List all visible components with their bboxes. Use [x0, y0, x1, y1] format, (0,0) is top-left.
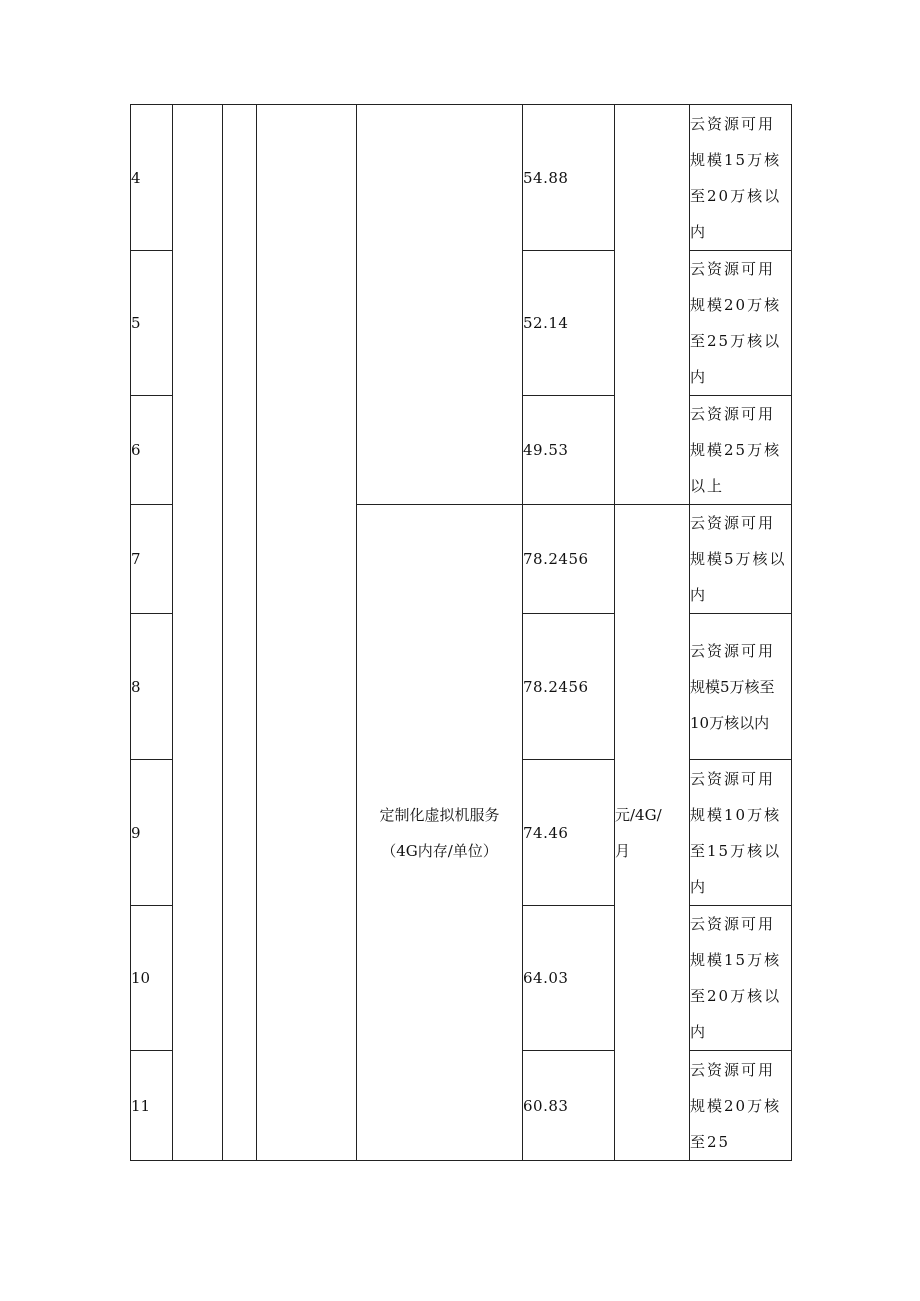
note-line: 内 — [690, 222, 708, 241]
unit-cell-group-2 — [615, 505, 690, 1161]
price-table — [130, 104, 792, 1161]
price-cell: 74.46 — [523, 760, 615, 906]
row-number: 7 — [131, 505, 173, 614]
price-cell: 64.03 — [523, 906, 615, 1051]
price-cell: 52.14 — [523, 251, 615, 396]
note-line: 至25 — [690, 1132, 731, 1151]
note-line: 云资源可用 — [690, 114, 776, 133]
note-cell — [690, 505, 792, 614]
row-number: 6 — [131, 396, 173, 505]
note-line: 规模10万核 — [690, 805, 782, 824]
empty-cell — [173, 105, 223, 1161]
note-cell — [690, 614, 792, 760]
row-number: 5 — [131, 251, 173, 396]
note-line: 云资源可用 — [690, 915, 776, 933]
note-line: 云资源可用 — [690, 514, 776, 532]
note-line: 至20万核以 — [690, 987, 782, 1005]
note-cell — [690, 396, 792, 505]
table-row — [131, 105, 792, 251]
note-line: 云资源可用 — [690, 769, 776, 788]
note-line: 以上 — [690, 477, 725, 495]
note-line: 规模5万核至 — [690, 677, 775, 696]
note-line: 云资源可用 — [690, 641, 776, 660]
row-number: 4 — [131, 105, 173, 251]
note-line: 内 — [690, 368, 708, 386]
note-line: 10万核以内 — [690, 713, 770, 732]
note-line: 云资源可用 — [690, 260, 776, 278]
note-line: 内 — [690, 586, 708, 604]
price-cell: 78.2456 — [523, 614, 615, 760]
note-cell — [690, 251, 792, 396]
price-cell: 49.53 — [523, 396, 615, 505]
note-cell — [690, 906, 792, 1051]
note-line: 规模20万核 — [690, 296, 782, 314]
service-cell-group-2 — [357, 505, 523, 1161]
note-line: 规模5万核以 — [690, 550, 787, 568]
note-line: 内 — [690, 1023, 708, 1041]
row-number: 11 — [131, 1051, 173, 1161]
row-number: 8 — [131, 614, 173, 760]
empty-cell — [257, 105, 357, 1161]
unit-line: 元/4G/ — [615, 805, 662, 824]
note-cell — [690, 760, 792, 906]
service-name: 定制化虚拟机服务 — [379, 805, 500, 824]
unit-line: 月 — [615, 841, 631, 860]
note-line: 规模15万核 — [690, 150, 782, 169]
row-number: 9 — [131, 760, 173, 906]
note-line: 至20万核以 — [690, 186, 782, 205]
note-line: 至25万核以 — [690, 332, 782, 350]
empty-cell — [223, 105, 257, 1161]
unit-cell-group-1 — [615, 105, 690, 505]
note-line: 规模20万核 — [690, 1096, 782, 1115]
note-line: 规模15万核 — [690, 951, 782, 969]
price-cell: 54.88 — [523, 105, 615, 251]
service-unit-desc: （4G内存/单位） — [381, 841, 498, 860]
note-line: 云资源可用 — [690, 405, 776, 423]
price-cell: 60.83 — [523, 1051, 615, 1161]
row-number: 10 — [131, 906, 173, 1051]
note-line: 规模25万核 — [690, 441, 782, 459]
note-line: 内 — [690, 877, 708, 896]
note-line: 至15万核以 — [690, 841, 782, 860]
note-cell — [690, 1051, 792, 1161]
note-line: 云资源可用 — [690, 1060, 776, 1079]
service-cell-group-1 — [357, 105, 523, 505]
note-cell — [690, 105, 792, 251]
price-cell: 78.2456 — [523, 505, 615, 614]
